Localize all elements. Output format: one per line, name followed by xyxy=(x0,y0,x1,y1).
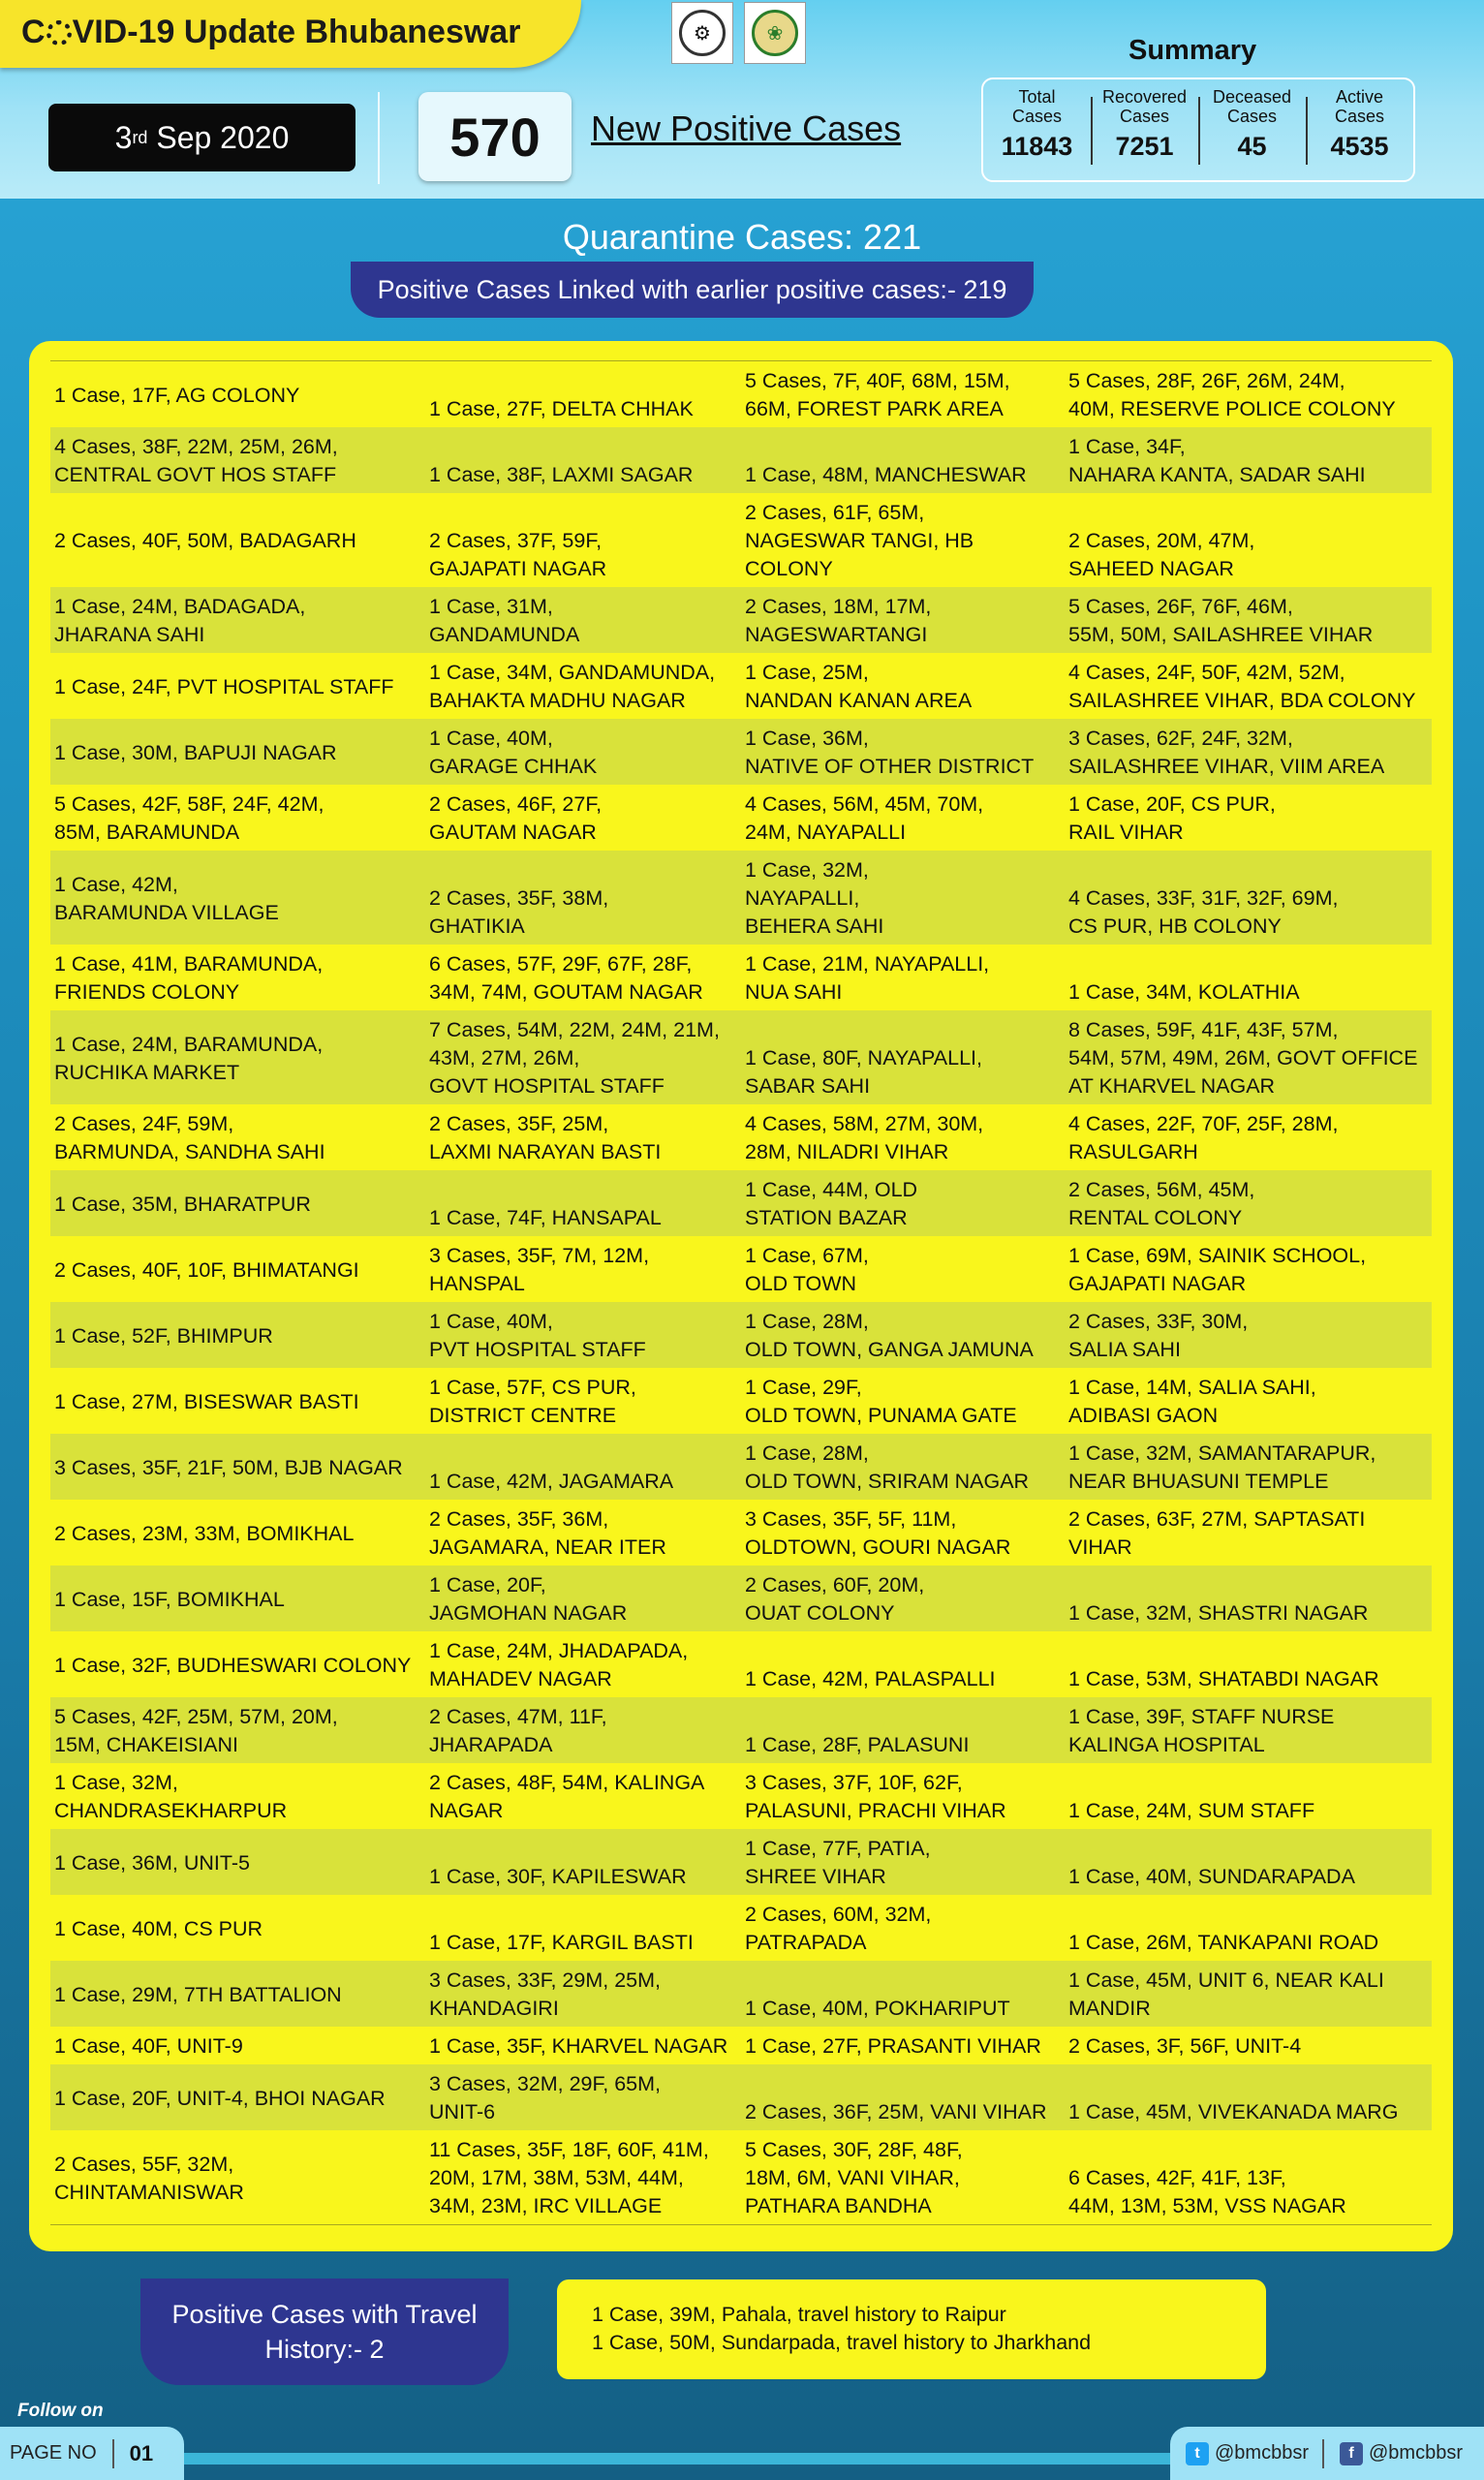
case-cell: 1 Case, 45M, VIVEKANADA MARG xyxy=(1068,2100,1399,2124)
case-cell: 1 Case, 21M, NAYAPALLI, NUA SAHI xyxy=(745,952,990,1004)
case-cell: 1 Case, 34M, GANDAMUNDA, BAHAKTA MADHU NAGAR xyxy=(429,661,716,712)
case-cell: 1 Case, 29F, OLD TOWN, PUNAMA GATE xyxy=(745,1376,1017,1427)
twitter-icon[interactable]: t xyxy=(1186,2442,1209,2465)
case-cell: 8 Cases, 59F, 41F, 43F, 57M, 54M, 57M, 49M, 26M, GOVT OFFICE AT KHARVEL NAGAR xyxy=(1068,1018,1418,1098)
case-cell: 6 Cases, 42F, 41F, 13F, 44M, 13M, 53M, VSS NAGAR xyxy=(1068,2166,1346,2217)
travel-case-line: 1 Case, 39M, Pahala, travel history to Raipur xyxy=(592,2303,1006,2326)
case-cell: 4 Cases, 24F, 50F, 42M, 52M, SAILASHREE VIHAR, BDA COLONY xyxy=(1068,661,1416,712)
case-cell: 5 Cases, 30F, 28F, 48F, 18M, 6M, VANI VIHAR, PATHARA BANDHA xyxy=(745,2138,963,2217)
case-cell: 1 Case, 17F, AG COLONY xyxy=(54,383,300,407)
case-cell: 2 Cases, 23M, 33M, BOMIKHAL xyxy=(54,1521,355,1545)
case-cell: 1 Case, 53M, SHATABDI NAGAR xyxy=(1068,1667,1379,1690)
table-row xyxy=(50,1566,1432,1631)
summary-stat xyxy=(1091,79,1198,180)
case-cell: 1 Case, 52F, BHIMPUR xyxy=(54,1323,273,1348)
case-cell: 1 Case, 39F, STAFF NURSE KALINGA HOSPITAL xyxy=(1068,1705,1335,1756)
case-cell: 11 Cases, 35F, 18F, 60F, 41M, 20M, 17M, 38M, 53M, 44M, 34M, 23M, IRC VILLAGE xyxy=(429,2138,709,2217)
case-cell: 1 Case, 24M, JHADAPADA, MAHADEV NAGAR xyxy=(429,1639,689,1690)
case-cell: 4 Cases, 58M, 27M, 30M, 28M, NILADRI VIHAR xyxy=(745,1112,984,1163)
page-label: PAGE NO xyxy=(10,2442,97,2464)
emblem-icon: ⚙ xyxy=(679,10,726,56)
stat-value: 7251 xyxy=(1115,132,1174,161)
case-cell: 2 Cases, 37F, 59F, GAJAPATI NAGAR xyxy=(429,529,607,580)
case-cell: 1 Case, 35M, BHARATPUR xyxy=(54,1192,311,1216)
cases-table xyxy=(50,360,1432,2225)
stat-label: Deceased Cases xyxy=(1212,87,1292,126)
page-number-box xyxy=(0,2427,184,2480)
case-cell: 1 Case, 32M, SHASTRI NAGAR xyxy=(1068,1601,1369,1625)
stat-label: Total Cases xyxy=(1011,87,1063,126)
case-cell: 1 Case, 57F, CS PUR, DISTRICT CENTRE xyxy=(429,1376,636,1427)
table-row xyxy=(50,653,1432,719)
table-row xyxy=(50,1961,1432,2027)
case-cell: 6 Cases, 57F, 29F, 67F, 28F, 34M, 74M, GOUTAM NAGAR xyxy=(429,952,703,1004)
case-cell: 1 Case, 28F, PALASUNI xyxy=(745,1733,970,1756)
table-row xyxy=(50,427,1432,493)
table-row xyxy=(50,493,1432,587)
case-cell: 1 Case, 38F, LAXMI SAGAR xyxy=(429,463,694,486)
case-cell: 1 Case, 36M, NATIVE OF OTHER DISTRICT xyxy=(745,727,1035,778)
case-cell: 2 Cases, 35F, 25M, LAXMI NARAYAN BASTI xyxy=(429,1112,662,1163)
case-cell: 7 Cases, 54M, 22M, 24M, 21M, 43M, 27M, 26M, GOVT HOSPITAL STAFF xyxy=(429,1018,720,1098)
twitter-handle[interactable]: @bmcbbsr xyxy=(1215,2442,1309,2464)
case-cell: 1 Case, 44M, OLD STATION BAZAR xyxy=(745,1178,918,1229)
report-date: 3 rd Sep 2020 xyxy=(48,104,356,171)
table-row xyxy=(50,1170,1432,1236)
case-cell: 1 Case, 24M, BADAGADA, JHARANA SAHI xyxy=(54,595,306,646)
follow-on-label: Follow on xyxy=(17,2401,104,2421)
case-cell: 1 Case, 40M, POKHARIPUT xyxy=(745,1997,1010,2020)
case-cell: 2 Cases, 40F, 10F, BHIMATANGI xyxy=(54,1257,359,1282)
case-cell: 2 Cases, 46F, 27F, GAUTAM NAGAR xyxy=(429,792,603,844)
table-row xyxy=(50,1829,1432,1895)
case-cell: 2 Cases, 48F, 54M, KALINGA NAGAR xyxy=(429,1771,705,1822)
stat-value: 4535 xyxy=(1330,132,1389,161)
travel-case-line: 1 Case, 50M, Sundarpada, travel history to Jharkhand xyxy=(592,2331,1092,2354)
case-cell: 1 Case, 27F, PRASANTI VIHAR xyxy=(745,2034,1041,2058)
case-cell: 1 Case, 40F, UNIT-9 xyxy=(54,2034,243,2058)
case-cell: 1 Case, 14M, SALIA SAHI, ADIBASI GAON xyxy=(1068,1376,1316,1427)
case-cell: 1 Case, 40M, SUNDARAPADA xyxy=(1068,1865,1355,1888)
table-row xyxy=(50,1104,1432,1170)
case-cell: 1 Case, 28M, OLD TOWN, SRIRAM NAGAR xyxy=(745,1442,1030,1493)
case-cell: 1 Case, 17F, KARGIL BASTI xyxy=(429,1931,694,1954)
case-cell: 1 Case, 32M, SAMANTARAPUR, NEAR BHUASUNI TEMPLE xyxy=(1068,1442,1376,1493)
case-cell: 5 Cases, 7F, 40F, 68M, 15M, 66M, FOREST PARK AREA xyxy=(745,369,1010,420)
summary-title: Summary xyxy=(1128,35,1257,66)
case-cell: 1 Case, 67M, OLD TOWN xyxy=(745,1244,869,1295)
case-cell: 2 Cases, 61F, 65M, NAGESWAR TANGI, HB COLONY xyxy=(745,501,974,580)
table-row xyxy=(50,1434,1432,1500)
quarantine-cases: Quarantine Cases: 221 xyxy=(562,217,922,257)
page-divider xyxy=(112,2439,114,2468)
case-cell: 1 Case, 41M, BARAMUNDA, FRIENDS COLONY xyxy=(54,952,324,1004)
case-cell: 1 Case, 32M, CHANDRASEKHARPUR xyxy=(54,1771,288,1822)
case-cell: 1 Case, 45M, UNIT 6, NEAR KALI MANDIR xyxy=(1068,1968,1384,2020)
case-cell: 4 Cases, 33F, 31F, 32F, 69M, CS PUR, HB COLONY xyxy=(1068,886,1339,938)
case-cell: 1 Case, 34M, KOLATHIA xyxy=(1068,980,1300,1004)
case-cell: 1 Case, 48M, MANCHESWAR xyxy=(745,463,1027,486)
table-row xyxy=(50,851,1432,945)
case-cell: 3 Cases, 35F, 21F, 50M, BJB NAGAR xyxy=(54,1455,403,1479)
case-cell: 1 Case, 40M, GARAGE CHHAK xyxy=(429,727,598,778)
linked-cases-banner: Positive Cases Linked with earlier positive cases:- 219 xyxy=(351,262,1034,318)
case-cell: 5 Cases, 26F, 76F, 46M, 55M, 50M, SAILASHREE VIHAR xyxy=(1068,595,1374,646)
case-cell: 1 Case, 40M, CS PUR xyxy=(54,1916,263,1940)
summary-stat xyxy=(1306,79,1413,180)
case-cell: 1 Case, 74F, HANSAPAL xyxy=(429,1206,662,1229)
case-cell: 2 Cases, 56M, 45M, RENTAL COLONY xyxy=(1068,1178,1255,1229)
bmc-emblem-icon: ❀ xyxy=(752,10,798,56)
facebook-icon[interactable]: f xyxy=(1340,2442,1363,2465)
case-cell: 2 Cases, 35F, 38M, GHATIKIA xyxy=(429,886,609,938)
virus-icon xyxy=(46,20,72,46)
case-cell: 2 Cases, 60F, 20M, OUAT COLONY xyxy=(745,1573,925,1625)
case-cell: 1 Case, 42M, BARAMUNDA VILLAGE xyxy=(54,872,279,924)
table-row xyxy=(50,1302,1432,1368)
table-row xyxy=(50,2064,1432,2130)
table-row xyxy=(50,587,1432,653)
summary-stat xyxy=(983,79,1091,180)
case-cell: 1 Case, 15F, BOMIKHAL xyxy=(54,1587,285,1611)
case-cell: 1 Case, 32F, BUDHESWARI COLONY xyxy=(54,1653,412,1677)
case-cell: 1 Case, 35F, KHARVEL NAGAR xyxy=(429,2034,728,2058)
case-cell: 1 Case, 29M, 7TH BATTALION xyxy=(54,1982,342,2006)
case-cell: 5 Cases, 42F, 25M, 57M, 20M, 15M, CHAKEISIANI xyxy=(54,1705,338,1756)
table-row xyxy=(50,1631,1432,1697)
case-cell: 3 Cases, 37F, 10F, 62F, PALASUNI, PRACHI VIHAR xyxy=(745,1771,1006,1822)
case-cell: 4 Cases, 56M, 45M, 70M, 24M, NAYAPALLI xyxy=(745,792,984,844)
case-cell: 1 Case, 32M, NAYAPALLI, BEHERA SAHI xyxy=(745,858,884,938)
social-handles xyxy=(1170,2427,1484,2480)
table-row xyxy=(50,1236,1432,1302)
case-cell: 2 Cases, 3F, 56F, UNIT-4 xyxy=(1068,2034,1302,2058)
case-cell: 4 Cases, 22F, 70F, 25F, 28M, RASULGARH xyxy=(1068,1112,1339,1163)
case-cell: 3 Cases, 35F, 7M, 12M, HANSPAL xyxy=(429,1244,650,1295)
case-cell: 3 Cases, 35F, 5F, 11M, OLDTOWN, GOURI NAGAR xyxy=(745,1507,1011,1559)
case-cell: 1 Case, 27F, DELTA CHHAK xyxy=(429,397,694,420)
bmc-logo xyxy=(744,2,806,64)
case-cell: 3 Cases, 32M, 29F, 65M, UNIT-6 xyxy=(429,2072,661,2124)
case-cell: 5 Cases, 42F, 58F, 24F, 42M, 85M, BARAMUNDA xyxy=(54,792,325,844)
case-cell: 1 Case, 27M, BISESWAR BASTI xyxy=(54,1389,359,1413)
cases-table-card xyxy=(29,341,1453,2251)
case-cell: 1 Case, 77F, PATIA, SHREE VIHAR xyxy=(745,1837,931,1888)
case-cell: 2 Cases, 40F, 50M, BADAGARH xyxy=(54,529,356,552)
stat-label: Recovered Cases xyxy=(1101,87,1188,126)
page-number: 01 xyxy=(129,2440,154,2465)
social-divider xyxy=(1322,2439,1324,2468)
case-cell: 1 Case, 20F, JAGMOHAN NAGAR xyxy=(429,1573,628,1625)
case-cell: 1 Case, 42M, PALASPALLI xyxy=(745,1667,996,1690)
summary-stat xyxy=(1198,79,1306,180)
case-cell: 2 Cases, 20M, 47M, SAHEED NAGAR xyxy=(1068,529,1255,580)
stat-value: 11843 xyxy=(1001,132,1073,161)
table-row xyxy=(50,785,1432,851)
table-row xyxy=(50,1763,1432,1829)
table-row xyxy=(50,1010,1432,1104)
title-banner xyxy=(0,0,581,68)
table-row xyxy=(50,1697,1432,1763)
table-row xyxy=(50,1895,1432,1961)
table-row xyxy=(50,361,1432,427)
case-cell: 1 Case, 69M, SAINIK SCHOOL, GAJAPATI NAGAR xyxy=(1068,1244,1367,1295)
new-cases-count: 570 xyxy=(418,92,572,181)
case-cell: 2 Cases, 18M, 17M, NAGESWARTANGI xyxy=(745,595,932,646)
stat-value: 45 xyxy=(1237,132,1267,161)
case-cell: 1 Case, 40M, PVT HOSPITAL STAFF xyxy=(429,1310,646,1361)
case-cell: 2 Cases, 24F, 59M, BARMUNDA, SANDHA SAHI xyxy=(54,1112,325,1163)
travel-history-label: Positive Cases with Travel History:- 2 xyxy=(140,2278,509,2385)
case-cell: 2 Cases, 47M, 11F, JHARAPADA xyxy=(429,1705,607,1756)
case-cell: 1 Case, 20F, CS PUR, RAIL VIHAR xyxy=(1068,792,1276,844)
table-row xyxy=(50,2027,1432,2064)
table-row xyxy=(50,1368,1432,1434)
page-title: C VID-19 Update Bhubaneswar xyxy=(21,14,521,50)
case-cell: 2 Cases, 35F, 36M, JAGAMARA, NEAR ITER xyxy=(429,1507,666,1559)
case-cell: 1 Case, 31M, GANDAMUNDA xyxy=(429,595,580,646)
facebook-handle[interactable]: @bmcbbsr xyxy=(1369,2442,1463,2464)
case-cell: 1 Case, 25M, NANDAN KANAN AREA xyxy=(745,661,973,712)
case-cell: 2 Cases, 36F, 25M, VANI VIHAR xyxy=(745,2100,1047,2124)
case-cell: 1 Case, 30F, KAPILESWAR xyxy=(429,1865,687,1888)
case-cell: 1 Case, 36M, UNIT-5 xyxy=(54,1850,250,1875)
case-cell: 5 Cases, 28F, 26F, 26M, 24M, 40M, RESERVE POLICE COLONY xyxy=(1068,369,1396,420)
case-cell: 1 Case, 30M, BAPUJI NAGAR xyxy=(54,740,337,764)
table-row xyxy=(50,945,1432,1010)
case-cell: 1 Case, 26M, TANKAPANI ROAD xyxy=(1068,1931,1379,1954)
table-row xyxy=(50,1500,1432,1566)
case-cell: 3 Cases, 62F, 24F, 32M, SAILASHREE VIHAR, VIIM AREA xyxy=(1068,727,1385,778)
case-cell: 2 Cases, 60M, 32M, PATRAPADA xyxy=(745,1903,932,1954)
case-cell: 2 Cases, 63F, 27M, SAPTASATI VIHAR xyxy=(1068,1507,1366,1559)
table-row xyxy=(50,719,1432,785)
case-cell: 1 Case, 24M, SUM STAFF xyxy=(1068,1799,1315,1822)
header-divider xyxy=(378,92,380,184)
case-cell: 2 Cases, 33F, 30M, SALIA SAHI xyxy=(1068,1310,1249,1361)
case-cell: 2 Cases, 55F, 32M, CHINTAMANISWAR xyxy=(54,2152,244,2204)
summary-panel xyxy=(981,78,1415,182)
case-cell: 4 Cases, 38F, 22M, 25M, 26M, CENTRAL GOVT HOS STAFF xyxy=(54,435,338,486)
case-cell: 1 Case, 20F, UNIT-4, BHOI NAGAR xyxy=(54,2086,386,2110)
case-cell: 1 Case, 24M, BARAMUNDA, RUCHIKA MARKET xyxy=(54,1032,324,1084)
travel-history-list xyxy=(557,2279,1266,2379)
odisha-emblem-logo xyxy=(671,2,733,64)
case-cell: 3 Cases, 33F, 29M, 25M, KHANDAGIRI xyxy=(429,1968,661,2020)
case-cell: 1 Case, 28M, OLD TOWN, GANGA JAMUNA xyxy=(745,1310,1034,1361)
stat-label: Active Cases xyxy=(1334,87,1385,126)
case-cell: 1 Case, 24F, PVT HOSPITAL STAFF xyxy=(54,674,394,698)
case-cell: 1 Case, 80F, NAYAPALLI, SABAR SAHI xyxy=(745,1046,982,1098)
case-cell: 1 Case, 42M, JAGAMARA xyxy=(429,1470,674,1493)
case-cell: 1 Case, 34F, NAHARA KANTA, SADAR SAHI xyxy=(1068,435,1366,486)
new-cases-label: New Positive Cases xyxy=(591,108,902,148)
table-row xyxy=(50,2130,1432,2224)
